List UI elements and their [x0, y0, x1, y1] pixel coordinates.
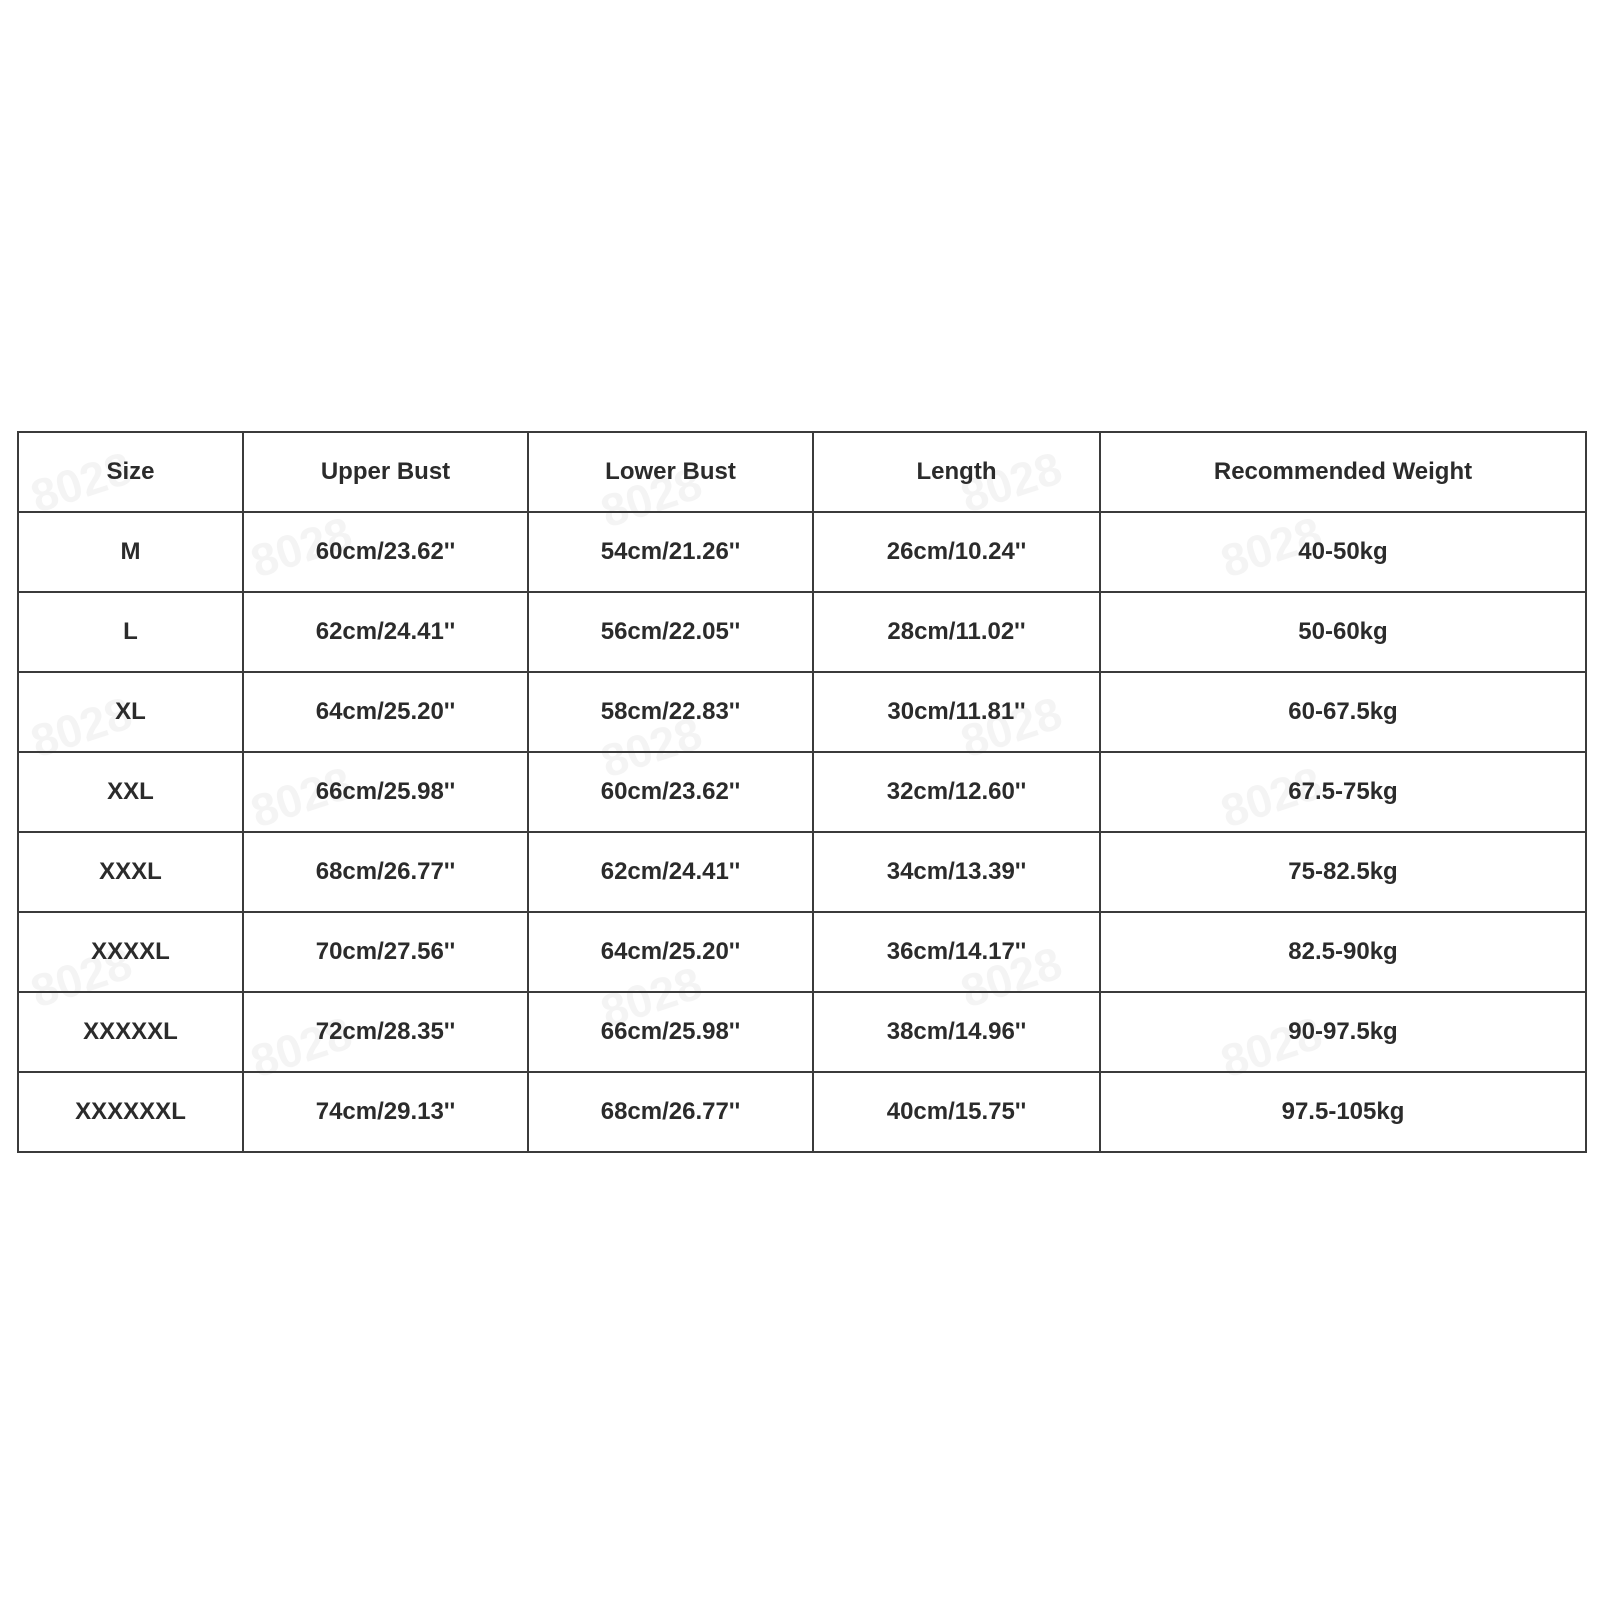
table-row: [18, 832, 1586, 912]
lower-bust-cell: 68cm/26.77'': [528, 1072, 813, 1152]
length-cell: 28cm/11.02'': [813, 592, 1100, 672]
weight-cell: 82.5-90kg: [1100, 912, 1586, 992]
table-row: [18, 1072, 1586, 1152]
upper-bust-cell: 60cm/23.62'': [243, 512, 528, 592]
lower-bust-cell: 64cm/25.20'': [528, 912, 813, 992]
header-lower-bust: Lower Bust: [528, 432, 813, 512]
table-row: [18, 992, 1586, 1072]
lower-bust-cell: 60cm/23.62'': [528, 752, 813, 832]
table-row: [18, 752, 1586, 832]
lower-bust-cell: 66cm/25.98'': [528, 992, 813, 1072]
length-cell: 38cm/14.96'': [813, 992, 1100, 1072]
weight-cell: 67.5-75kg: [1100, 752, 1586, 832]
table-row: [18, 912, 1586, 992]
weight-cell: 60-67.5kg: [1100, 672, 1586, 752]
size-cell: XXXL: [18, 832, 243, 912]
weight-cell: 75-82.5kg: [1100, 832, 1586, 912]
upper-bust-cell: 62cm/24.41'': [243, 592, 528, 672]
weight-cell: 50-60kg: [1100, 592, 1586, 672]
length-cell: 32cm/12.60'': [813, 752, 1100, 832]
length-cell: 40cm/15.75'': [813, 1072, 1100, 1152]
upper-bust-cell: 68cm/26.77'': [243, 832, 528, 912]
size-cell: XXXXL: [18, 912, 243, 992]
length-cell: 34cm/13.39'': [813, 832, 1100, 912]
header-size: Size: [18, 432, 243, 512]
header-length: Length: [813, 432, 1100, 512]
lower-bust-cell: 56cm/22.05'': [528, 592, 813, 672]
size-cell: M: [18, 512, 243, 592]
lower-bust-cell: 54cm/21.26'': [528, 512, 813, 592]
length-cell: 26cm/10.24'': [813, 512, 1100, 592]
upper-bust-cell: 66cm/25.98'': [243, 752, 528, 832]
header-recommended-weight: Recommended Weight: [1100, 432, 1586, 512]
size-cell: XXXXXXL: [18, 1072, 243, 1152]
upper-bust-cell: 74cm/29.13'': [243, 1072, 528, 1152]
table-row: [18, 672, 1586, 752]
length-cell: 30cm/11.81'': [813, 672, 1100, 752]
weight-cell: 97.5-105kg: [1100, 1072, 1586, 1152]
upper-bust-cell: 64cm/25.20'': [243, 672, 528, 752]
size-cell: L: [18, 592, 243, 672]
lower-bust-cell: 58cm/22.83'': [528, 672, 813, 752]
size-cell: XL: [18, 672, 243, 752]
table-row: [18, 512, 1586, 592]
size-cell: XXL: [18, 752, 243, 832]
lower-bust-cell: 62cm/24.41'': [528, 832, 813, 912]
table-row: [18, 592, 1586, 672]
length-cell: 36cm/14.17'': [813, 912, 1100, 992]
size-chart-table: [17, 431, 1587, 1153]
upper-bust-cell: 70cm/27.56'': [243, 912, 528, 992]
weight-cell: 90-97.5kg: [1100, 992, 1586, 1072]
header-row: [18, 432, 1586, 512]
weight-cell: 40-50kg: [1100, 512, 1586, 592]
upper-bust-cell: 72cm/28.35'': [243, 992, 528, 1072]
size-cell: XXXXXL: [18, 992, 243, 1072]
header-upper-bust: Upper Bust: [243, 432, 528, 512]
